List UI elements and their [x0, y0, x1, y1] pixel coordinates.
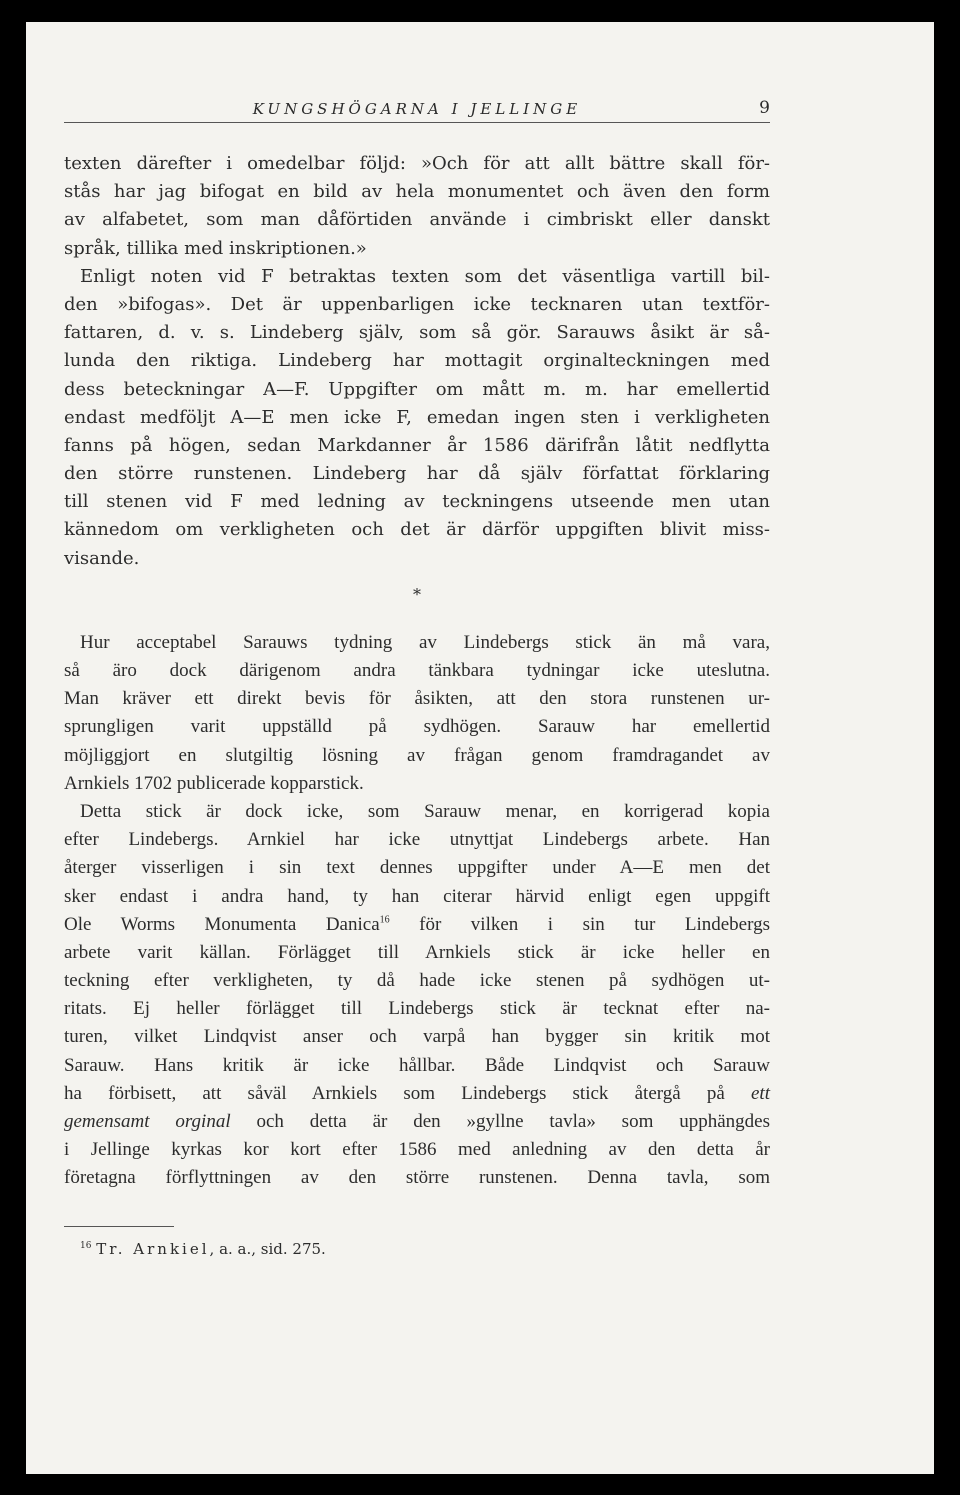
- text-line: till stenen vid F med ledning av teckningens utseende men utan: [64, 491, 770, 513]
- text-line: dess beteckningar A—F. Uppgifter om mått m. m. har emellertid: [64, 378, 770, 400]
- page-header: [64, 98, 770, 123]
- text-line: Arnkiels 1702 publicerade kopparstick.: [64, 772, 364, 794]
- page-number: 9: [759, 98, 770, 118]
- text-line: visande.: [64, 547, 140, 569]
- text-line: [64, 911, 770, 939]
- footnote-citation: , a. a., sid. 275.: [209, 1240, 326, 1258]
- italic-text: ett: [751, 1082, 770, 1104]
- text-line: [64, 1080, 770, 1108]
- text-line: Enligt noten vid F betraktas texten som det väsentliga vartill bil-: [80, 265, 770, 287]
- footnote-number: 16: [80, 1241, 92, 1251]
- text-fragment: Ole Worms Monumenta Danica: [64, 913, 380, 935]
- text-line: [64, 1108, 770, 1136]
- text-line: sprungligen varit uppställd på sydhögen. Sarauw har emellertid: [64, 716, 770, 738]
- running-title: KUNGSHÖGARNA I JELLINGE: [252, 100, 582, 118]
- text-line: ritats. Ej heller förlägget till Lindebergs stick är tecknat efter na-: [64, 998, 770, 1020]
- paragraph-2: [64, 263, 770, 573]
- text-line: i Jellinge kyrkas kor kort efter 1586 med anledning av den detta år: [64, 1139, 770, 1161]
- text-line: texten därefter i omedelbar följd: »Och för att allt bättre skall för-: [64, 153, 770, 174]
- text-line: den större runstenen. Lindeberg har då själv författat förklaring: [64, 463, 770, 485]
- text-line: kännedom om verkligheten och det är därför uppgiften blivit miss-: [64, 519, 770, 541]
- text-line: Man kräver ett direkt bevis för åsikten, att den stora runstenen ur-: [64, 688, 770, 710]
- text-line: Sarauw. Hans kritik är icke hållbar. Både Lindqvist och Sarauw: [64, 1054, 770, 1076]
- text-line: Detta stick är dock icke, som Sarauw menar, en korrigerad kopia: [80, 800, 770, 822]
- text-fragment: för vilken i sin tur Lindebergs: [389, 913, 770, 935]
- body-text: [64, 150, 770, 1193]
- text-line: möjliggjort en slutgiltig lösning av frågan genom framdragandet av: [64, 744, 770, 766]
- text-line: teckning efter verkligheten, ty då hade icke stenen på sydhögen ut-: [64, 970, 770, 992]
- paragraph-4: [64, 798, 770, 1193]
- text-fragment: och detta är den »gyllne tavla» som upphängdes: [230, 1111, 770, 1132]
- text-line: fattaren, d. v. s. Lindeberg själv, som så gör. Sarauws åsikt är så-: [64, 322, 770, 344]
- paragraph-3: [64, 629, 770, 798]
- paragraph-1: [64, 150, 770, 263]
- text-line: språk, tillika med inskriptionen.»: [64, 237, 367, 259]
- text-line: sker endast i andra hand, ty han citerar härvid enligt egen uppgift: [64, 885, 770, 907]
- text-line: så äro dock därigenom andra tänkbara tydningar icke uteslutna.: [64, 660, 770, 681]
- italic-text: gemensamt orginal: [64, 1111, 231, 1132]
- text-line: företagna förflyttningen av den större runstenen. Denna tavla, som: [64, 1167, 770, 1189]
- text-line: fanns på högen, sedan Markdanner år 1586 därifrån låtit nedflytta: [64, 434, 770, 456]
- text-line: turen, vilket Lindqvist anser och varpå han bygger sin kritik mot: [64, 1026, 770, 1048]
- footnote-author: Tr. Arnkiel: [96, 1240, 210, 1258]
- text-line: den »bifogas». Det är uppenbarligen icke tecknaren utan textför-: [64, 293, 770, 315]
- text-line: endast medföljt A—E men icke F, emedan ingen sten i verkligheten: [64, 406, 770, 428]
- text-fragment: ha förbisett, att såväl Arnkiels som Lindebergs stick återgå på: [64, 1082, 751, 1104]
- text-line: stås har jag bifogat en bild av hela monumentet och även den form: [64, 181, 770, 203]
- footnote-divider: [64, 1226, 174, 1227]
- text-line: återger visserligen i sin text dennes uppgifter under A—E men det: [64, 857, 770, 879]
- text-line: efter Lindebergs. Arnkiel har icke utnyttjat Lindebergs arbete. Han: [64, 829, 770, 851]
- text-line: arbete varit källan. Förlägget till Arnkiels stick är icke heller en: [64, 941, 770, 963]
- text-line: lunda den riktiga. Lindeberg har mottagit orginalteckningen med: [64, 350, 770, 372]
- text-line: av alfabetet, som man dåförtiden använde i cimbriskt eller danskt: [64, 209, 770, 231]
- text-line: Hur acceptabel Sarauws tydning av Lindebergs stick än må vara,: [80, 631, 770, 653]
- section-separator: *: [413, 584, 421, 604]
- footnote: [80, 1240, 326, 1258]
- footnote-reference[interactable]: 16: [379, 914, 390, 926]
